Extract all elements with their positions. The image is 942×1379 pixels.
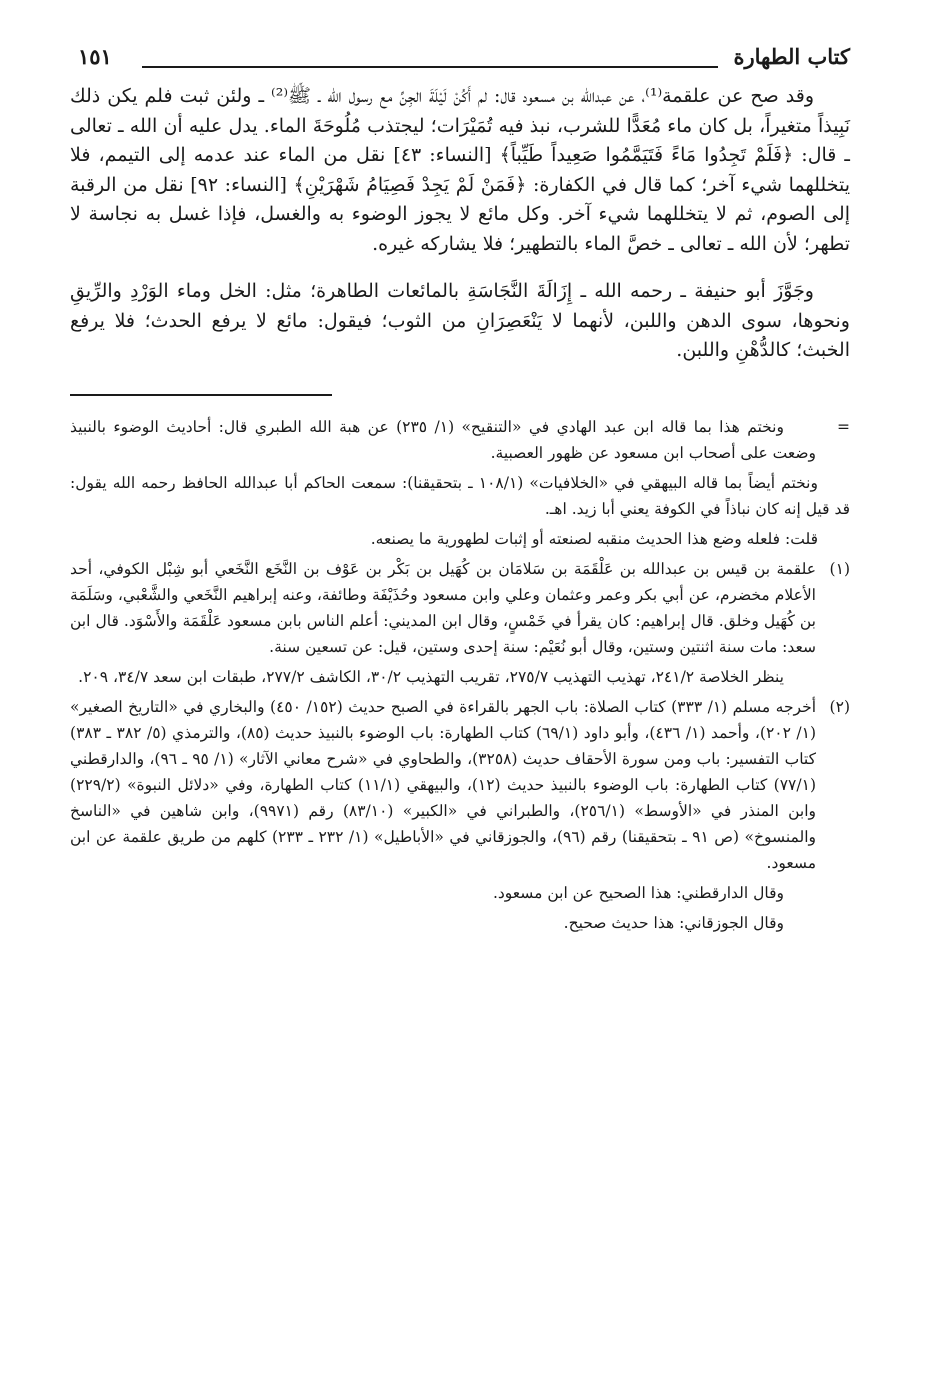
header-rule	[142, 66, 718, 68]
continuation-mark: =	[837, 417, 850, 436]
continuation-paragraph-2: ونختم أيضاً بما قاله البيهقي في «الخلافيات» (١٠٨/١ ـ بتحقيقنا): سمعت الحاكم أبا عبدالله الحافظ رحمه الله يقول: قد قيل إنه كان نباذاً في الكوفة يعني أبا زيد. اهـ.	[70, 473, 850, 518]
continuation-paragraph-3: قلت: فلعله وضع هذا الحديث منقبه لصنعته أو إثبات لطهورية ما يصنعه.	[370, 529, 818, 548]
book-page	[70, 40, 850, 940]
body-paragraph-2: وجَوَّزَ أبو حنيفة ـ رحمه الله ـ إِزَالَةَ النَّجَاسَةِ بالمائعات الطاهرة؛ مثل: الخل وماء الوَرْدِ والرِّيقِ ونحوها، سوى الدهن واللبن، لأنهما لا يَنْعَصِرَانِ من الثوب؛ فيقول: مائع لا يرفع الحدث؛ فلا يرفع الخبث؛ كالدُّهْنِ واللبن.	[70, 280, 850, 361]
body-paragraph-1: وقد صح عن علقمة⁽¹⁾، عن عبدالله بن مسعود قال: لم أَكُنْ لَيْلَةَ الجِنِّ مع رسول الله ـ ﷺ⁽²⁾ ـ ولئن ثبت فلم يكن ذلك نَبِيذاً متغيراً، بل كان ماء مُعَدًّا للشرب، نبذ فيه تُمَيْرَات؛ ليجتذب مُلُوحَةَ الماء. يدل عليه أن الله ـ تعالى ـ قال: ﴿فَلَمْ تَجِدُوا مَاءً فَتَيَمَّمُوا صَعِيداً طَيِّباً﴾ [النساء: ٤٣] نقل من الماء عند عدمه إلى التيمم، فلا يتخللهما شيء آخر؛ كما قال في الكفارة: ﴿فَمَنْ لَمْ يَجِدْ فَصِيَامُ شَهْرَيْنِ﴾ [النساء: ٩٢] نقل من الرقبة إلى الصوم، ثم لا يتخللهما شيء آخر. وكل مائع لا يجوز الوضوء به والغسل، فإذا غسل به نجاسة لا تطهر؛ لأن الله ـ تعالى ـ خصَّ الماء بالتطهير؛ فلا يشاركه غيره.	[70, 85, 851, 255]
footnotes	[70, 414, 850, 936]
footnote-continuation	[70, 414, 850, 470]
footnote-text: علقمة بن قيس بن عبدالله بن عَلْقَمَة بن سَلامَان بن كُهَيل بن بَكْر بن عَوْف بن النَّخَع النَّخَعي أبو شِبْل الكوفي، أحد الأعلام مخضرم، عن أبي بكر وعمر وعثمان وعلي وابن مسعود وحُذَيْفَة وطائفة، وعنه إبراهيم النَّخَعي والشَّعْبي، وسَلَمَة بن كُهَيل وخلق. قال إبراهيم: كان يقرأ في خَمْسٍ، وقال ابن المديني: أعلم الناس بابن مسعود عَلْقَمَة والأَسْوَد. قال ابن سعد: مات سنة اثنتين وستين، وقال أبو نُعَيْم: سنة إحدى وستين، قيل: عن تسعين سنة.	[70, 559, 816, 656]
page-number: ١٥١	[78, 44, 112, 69]
footnote-reference: ينظر الخلاصة ٢٤١/٢، تهذيب التهذيب ٢٧٥/٧، تقريب التهذيب ٣٠/٢، الكاشف ٢٧٧/٢، طبقات ابن سعد ٣٤/٧، ٢٠٩.	[78, 667, 784, 686]
chapter-title: كتاب الطهارة	[733, 44, 850, 69]
continuation-paragraph-1: ونختم هذا بما قاله ابن عبد الهادي في «التنقيح» (١/ ٢٣٥) عن هبة الله الطبري قال: أحاديث الوضوء بالنبيذ وضعت على أصحاب ابن مسعود عن ظهور العصبية.	[70, 417, 816, 462]
footnote-text: أخرجه مسلم (١/ ٣٣٣) كتاب الصلاة: باب الجهر بالقراءة في الصبح حديث (١٥٢/ ٤٥٠) والبخاري في «التاريخ الصغير» (١/ ٢٠٢)، وأحمد (١/ ٤٣٦)، وأبو داود (٦٩/١) كتاب الطهارة: باب الوضوء بالنبيذ حديث (٨٥)، والترمذي (٥/ ٣٨٢ ـ ٣٨٣) كتاب التفسير: باب ومن سورة الأحقاف حديث (٣٢٥٨)، والطحاوي في «شرح معاني الآثار» (١/ ٩٥ ـ ٩٦)، والدارقطني (٧٧/١) كتاب الطهارة: باب الوضوء بالنبيذ حديث (١٢)، والبيهقي (١١/١) كتاب الطهارة، وفي «دلائل النبوة» (٢٢٩/٢) وابن المنذر في «الأوسط» (٢٥٦/١)، والطبراني في «الكبير» (٨٣/١٠) رقم (٩٩٧١)، وابن شاهين في «الناسخ والمنسوخ» (ص ٩١ ـ بتحقيقنا) رقم (٩٦)، والجوزقاني في «الأباطيل» (١/ ٢٣٢ ـ ٢٣٣) كلهم من طريق علقمة عن ابن مسعود.	[70, 697, 817, 872]
footnote-number: (٢)	[829, 697, 850, 716]
footnote-comment: وقال الجوزقاني: هذا حديث صحيح.	[563, 913, 784, 932]
footnote-1	[70, 556, 850, 690]
footnote-number: (١)	[829, 559, 850, 578]
footnote-2	[70, 694, 850, 936]
main-text	[70, 82, 850, 366]
footnote-comment: وقال الدارقطني: هذا الصحيح عن ابن مسعود.	[492, 883, 784, 902]
running-header	[70, 40, 850, 82]
footnote-separator	[70, 394, 332, 396]
